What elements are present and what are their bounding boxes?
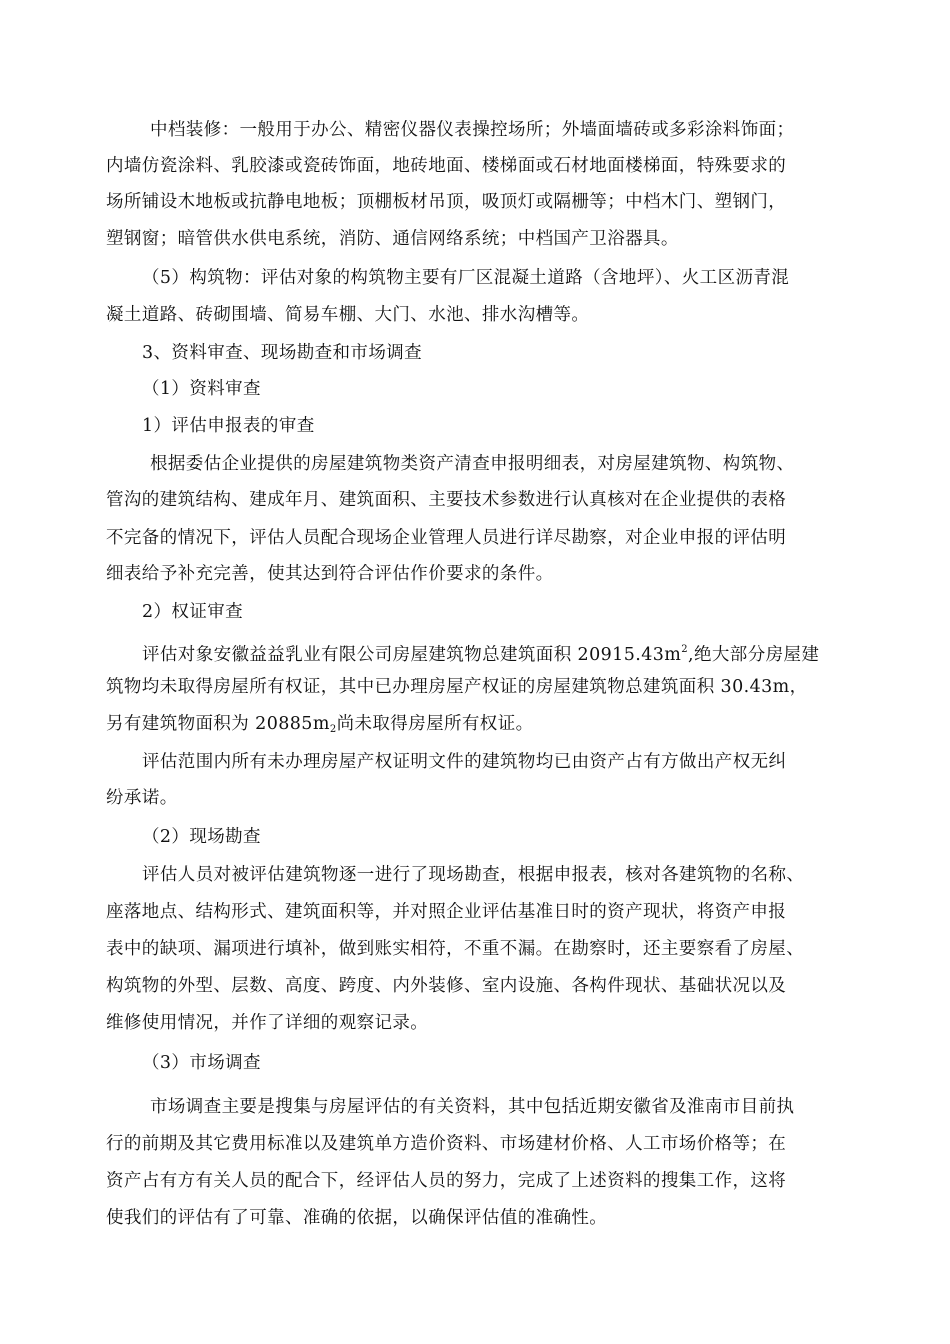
area-unit-superscript: 2: [681, 644, 689, 655]
site-survey-line-1: 评估人员对被评估建筑物逐一进行了现场勘查，根据申报表，核对各建筑物的名称、: [142, 865, 805, 885]
form-review-line-4: 细表给予补充完善，使其达到符合评估作价要求的条件。: [106, 564, 554, 584]
site-survey-line-5: 维修使用情况，并作了详细的观察记录。: [106, 1013, 429, 1033]
title-review-line-3-text-a: 另有建筑物面积为 20885m: [106, 714, 330, 734]
structures-line-2: 凝土道路、砖砌围墙、简易车棚、大门、水池、排水沟槽等。: [106, 305, 590, 325]
market-survey-heading: （3）市场调查: [142, 1053, 261, 1073]
form-review-line-1: 根据委估企业提供的房屋建筑物类资产清查申报明细表，对房屋建筑物、构筑物、: [150, 454, 795, 474]
site-survey-line-2: 座落地点、结构形式、建筑面积等，并对照企业评估基准日时的资产现状，将资产申报: [106, 902, 787, 922]
section-3-heading: 3、资料审查、现场勘查和市场调查: [142, 343, 423, 363]
form-review-line-3: 不完备的情况下，评估人员配合现场企业管理人员进行详尽勘察，对企业申报的评估明: [106, 528, 787, 548]
commitment-line-2: 纷承诺。: [106, 788, 178, 808]
title-review-line-1-text-a: 评估对象安徽益益乳业有限公司房屋建筑物总建筑面积 20915.43m: [142, 645, 682, 665]
decoration-line-3: 场所铺设木地板或抗静电地板；顶棚板材吊顶，吸顶灯或隔栅等；中档木门、塑钢门，: [106, 192, 787, 212]
title-review-line-3-text-b: 尚未取得房屋所有权证。: [336, 714, 534, 734]
site-survey-line-3: 表中的缺项、漏项进行填补，做到账实相符，不重不漏。在勘察时，还主要察看了房屋、: [106, 939, 805, 959]
market-survey-line-4: 使我们的评估有了可靠、准确的依据，以确保评估值的准确性。: [106, 1208, 608, 1228]
market-survey-line-1: 市场调查主要是搜集与房屋评估的有关资料，其中包括近期安徽省及淮南市目前执: [150, 1097, 795, 1117]
form-review-heading: 1）评估申报表的审查: [142, 416, 315, 436]
title-review-heading: 2）权证审查: [142, 602, 244, 622]
site-survey-line-4: 构筑物的外型、层数、高度、跨度、内外装修、室内设施、各构件现状、基础状况以及: [106, 976, 787, 996]
area-unit-subscript: 2: [329, 724, 337, 735]
title-review-line-3: [106, 712, 534, 742]
title-review-line-1-text-b: ,绝大部分房屋建: [688, 645, 820, 665]
market-survey-line-2: 行的前期及其它费用标准以及建筑单方造价资料、市场建材价格、人工市场价格等；在: [106, 1134, 787, 1154]
decoration-line-2: 内墙仿瓷涂料、乳胶漆或瓷砖饰面，地砖地面、楼梯面或石材地面楼梯面，特殊要求的: [106, 156, 787, 176]
form-review-line-2: 管沟的建筑结构、建成年月、建筑面积、主要技术参数进行认真核对在企业提供的表格: [106, 490, 787, 510]
market-survey-line-3: 资产占有方有关人员的配合下，经评估人员的努力，完成了上述资料的搜集工作，这将: [106, 1171, 787, 1191]
decoration-line-1: 中档装修：一般用于办公、精密仪器仪表操控场所；外墙面墙砖或多彩涂料饰面；: [150, 120, 795, 140]
decoration-line-4: 塑钢窗；暗管供水供电系统，消防、通信网络系统；中档国产卫浴器具。: [106, 229, 679, 249]
structures-line-1: （5）构筑物：评估对象的构筑物主要有厂区混凝土道路（含地坪）、火工区沥青混: [142, 268, 790, 288]
title-review-line-1: [142, 638, 819, 667]
title-review-line-2: 筑物均未取得房屋所有权证，其中已办理房屋产权证的房屋建筑物总建筑面积 30.43m，: [106, 677, 808, 697]
site-survey-heading: （2）现场勘查: [142, 827, 261, 847]
data-review-heading: （1）资料审查: [142, 379, 261, 399]
commitment-line-1: 评估范围内所有未办理房屋产权证明文件的建筑物均已由资产占有方做出产权无纠: [142, 752, 787, 772]
